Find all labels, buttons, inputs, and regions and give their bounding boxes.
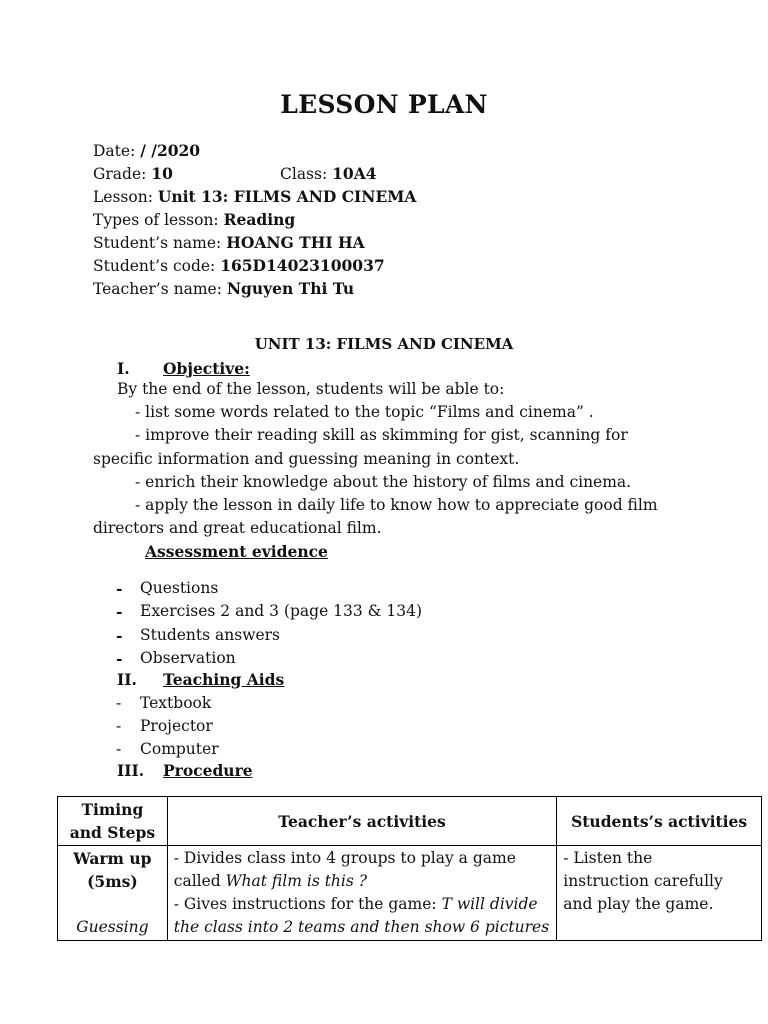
- objective-line-4a: - apply the lesson in daily life to know how to appreciate good film: [135, 496, 658, 514]
- teacher-text-italic: T will divide: [441, 895, 538, 913]
- objective-number: I.: [117, 359, 130, 378]
- date-value: / /2020: [140, 141, 201, 160]
- grade-value: 10: [151, 164, 173, 183]
- objective-line-2a: - improve their reading skill as skimming for gist, scanning for: [135, 426, 628, 444]
- table-row: [58, 846, 762, 941]
- page-title: LESSON PLAN: [280, 90, 488, 119]
- assessment-item-text: Observation: [140, 649, 236, 667]
- step-cell: [58, 846, 168, 941]
- procedure-table: [57, 796, 762, 941]
- student-row: [93, 231, 416, 254]
- type-row: [93, 208, 416, 231]
- objective-title: Objective:: [163, 359, 250, 378]
- date-row: [93, 139, 416, 162]
- header-teacher: Teacher’s activities: [167, 797, 556, 846]
- grade-class-row: [93, 162, 416, 185]
- lesson-label: Lesson:: [93, 188, 158, 206]
- header-timing: Timing and Steps: [58, 797, 168, 846]
- lesson-info: [93, 139, 416, 300]
- objective-line-2b: specific information and guessing meaning in context.: [93, 450, 520, 468]
- teaching-aids-number: II.: [117, 670, 137, 689]
- teacher-text: called: [173, 872, 226, 890]
- teacher-label: Teacher’s name:: [93, 280, 227, 298]
- objective-intro: By the end of the lesson, students will be able to:: [117, 380, 505, 398]
- bullet-dash: -: [116, 602, 123, 621]
- student-line: and play the game.: [563, 895, 714, 913]
- date-label: Date:: [93, 142, 141, 160]
- class-value: 10A4: [332, 164, 377, 183]
- teacher-line: [174, 893, 550, 916]
- teacher-text: - Gives instructions for the game:: [173, 895, 442, 913]
- bullet-dash: -: [116, 740, 122, 758]
- teacher-line: [174, 870, 550, 893]
- unit-heading: UNIT 13: FILMS AND CINEMA: [254, 335, 514, 353]
- step-name: Warm up: [73, 849, 152, 868]
- student-cell: [557, 846, 762, 941]
- teaching-aid-text: Computer: [140, 740, 219, 758]
- code-row: [93, 254, 416, 277]
- type-label: Types of lesson:: [93, 211, 224, 229]
- teaching-aid-text: Textbook: [140, 694, 212, 712]
- teaching-aids-title: Teaching Aids: [163, 670, 285, 689]
- header-students: Students’s activities: [557, 797, 762, 846]
- step-sub: Guessing: [76, 918, 149, 936]
- objective-line-1: - list some words related to the topic “Films and cinema” .: [135, 403, 594, 421]
- teacher-line: the class into 2 teams and then show 6 pictures: [173, 918, 550, 936]
- procedure-title: Procedure: [163, 761, 253, 780]
- student-label: Student’s name:: [93, 234, 227, 252]
- step-time: (5ms): [87, 872, 138, 891]
- objective-line-3: - enrich their knowledge about the history of films and cinema.: [135, 473, 632, 491]
- student-value: HOANG THI HA: [226, 233, 365, 252]
- teacher-cell: [167, 846, 556, 941]
- objective-line-4b: directors and great educational film.: [93, 519, 382, 537]
- bullet-dash: -: [116, 649, 123, 668]
- assessment-item-text: Exercises 2 and 3 (page 133 & 134): [140, 602, 423, 620]
- assessment-item-text: Students answers: [140, 626, 280, 644]
- code-value: 165D14023100037: [220, 256, 385, 275]
- teacher-line: - Divides class into 4 groups to play a game: [173, 849, 516, 867]
- teacher-text-italic: What film is this ?: [225, 872, 368, 890]
- code-label: Student’s code:: [93, 257, 221, 275]
- class-label: Class:: [280, 165, 333, 183]
- teaching-aid-text: Projector: [140, 717, 213, 735]
- assessment-item-text: Questions: [140, 579, 219, 597]
- bullet-dash: -: [116, 626, 123, 645]
- bullet-dash: -: [116, 717, 122, 735]
- teacher-row: [93, 277, 416, 300]
- bullet-dash: -: [116, 694, 122, 712]
- procedure-number: III.: [117, 761, 145, 780]
- assessment-title: Assessment evidence: [145, 542, 328, 561]
- table-header-row: [58, 797, 762, 846]
- class-part: [280, 162, 377, 186]
- student-line: instruction carefully: [563, 872, 723, 890]
- lesson-value: Unit 13: FILMS AND CINEMA: [157, 187, 417, 206]
- bullet-dash: -: [116, 579, 123, 598]
- grade-label: Grade:: [93, 165, 152, 183]
- step-spacer: [64, 893, 161, 916]
- student-line: - Listen the: [563, 849, 653, 867]
- teacher-value: Nguyen Thi Tu: [226, 279, 355, 298]
- lesson-row: [93, 185, 416, 208]
- type-value: Reading: [223, 210, 296, 229]
